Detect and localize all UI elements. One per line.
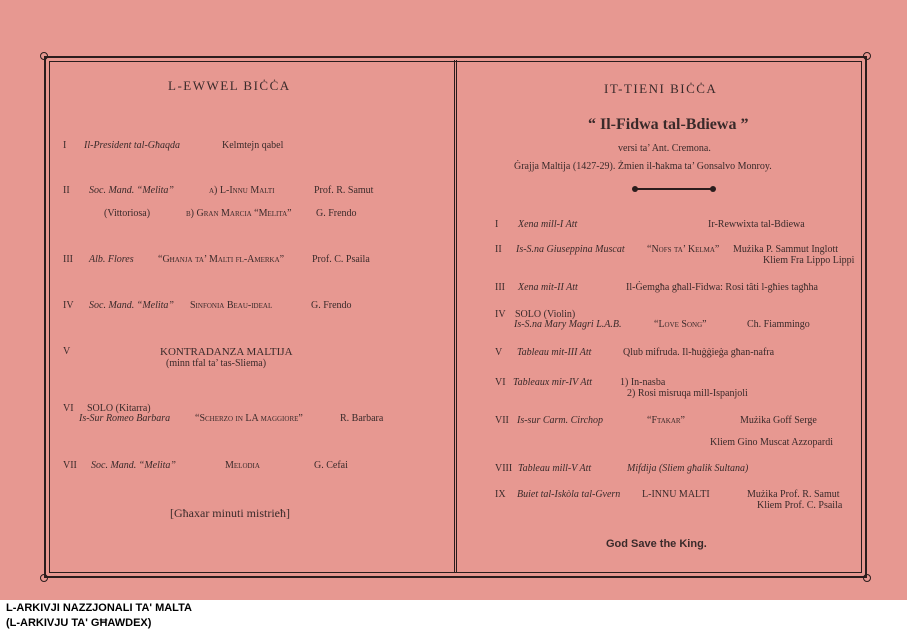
- play-subtitle: Ġrajja Maltija (1427-29). Żmien il-ħakma ta’ Gonsalvo Monroy.: [514, 161, 772, 172]
- performer: Il-President tal-Għaqda: [84, 140, 181, 151]
- credit: Kliem Prof. C. Psaila: [757, 500, 843, 511]
- corner-ornament: [863, 574, 871, 582]
- description: Qlub mifruda. Il-ħuġġieġa għan-nafra: [623, 347, 775, 358]
- interval-note: [Għaxar minuti mistrieħ]: [170, 506, 290, 520]
- corner-ornament: [40, 52, 48, 60]
- item-number: IX: [495, 489, 506, 500]
- performer: Soc. Mand. “Melita”: [89, 300, 174, 311]
- credit: Kliem Fra Lippo Lippi: [763, 255, 855, 266]
- solo-label: SOLO (Violin): [515, 309, 576, 320]
- item-number: III: [63, 254, 73, 265]
- item-number: IV: [495, 309, 506, 320]
- piece: “Scherzo in LA maggiore”: [195, 413, 303, 424]
- piece-note: (minn tfal ta’ tas-Sliema): [166, 358, 267, 369]
- performer: Is-Sur Romeo Barbara: [79, 413, 171, 424]
- piece: Kelmtejn qabel: [222, 140, 284, 151]
- performer: Soc. Mand. “Melita”: [91, 460, 176, 471]
- description: L-INNU MALTI: [642, 489, 710, 500]
- piece: Sinfonia Beau-ideal: [190, 300, 273, 311]
- left-heading: L-EWWEL BIĊĊA: [168, 78, 291, 93]
- act: Tableau mit-III Att: [517, 347, 592, 358]
- composer: R. Barbara: [340, 413, 384, 424]
- composer: Prof. C. Psaila: [312, 254, 370, 265]
- performer: Alb. Flores: [89, 254, 134, 265]
- act: Tableaux mir-IV Att: [513, 377, 593, 388]
- item-number: VI: [495, 377, 506, 388]
- item-number: III: [495, 282, 505, 293]
- description: “Nofs ta’ Kelma”: [647, 244, 720, 255]
- solo-label: SOLO (Kitarra): [87, 403, 151, 414]
- column-divider: [454, 60, 457, 572]
- composer: G. Cefai: [314, 460, 348, 471]
- credit: Mużika P. Sammut Inglott: [733, 244, 838, 255]
- archive-subcaption: (L-ARKIVJU TA' GĦAWDEX): [6, 617, 152, 629]
- item-number: VIII: [495, 463, 513, 474]
- act: Xena mill-I Att: [518, 219, 578, 230]
- item-number: VII: [63, 460, 77, 471]
- composer: Prof. R. Samut: [314, 185, 374, 196]
- performer: Soc. Mand. “Melita”: [89, 185, 174, 196]
- item-number: II: [63, 185, 70, 196]
- act: Tableau mill-V Att: [518, 463, 592, 474]
- ornament-rule: [636, 188, 712, 190]
- archive-caption: L-ARKIVJI NAZZJONALI TA' MALTA: [6, 602, 192, 614]
- item-number: VII: [495, 415, 509, 426]
- item-number: VI: [63, 403, 74, 414]
- credit: Mużika Prof. R. Samut: [747, 489, 840, 500]
- act: Xena mit-II Att: [518, 282, 578, 293]
- description: 1) In-nasba: [620, 377, 666, 388]
- piece: a) L-Innu Malti: [209, 185, 275, 196]
- act: Is-S.na Giuseppina Muscat: [516, 244, 625, 255]
- corner-ornament: [863, 52, 871, 60]
- item-number: V: [63, 346, 71, 357]
- act: Buiet tal-Iskòla tal-Gvern: [517, 489, 621, 500]
- piece: KONTRADANZA MALTIJA: [160, 346, 293, 358]
- locality: (Vittoriosa): [104, 208, 151, 219]
- description: “Ftakar”: [647, 415, 685, 426]
- act: Is-sur Carm. Circhop: [517, 415, 604, 426]
- composer: G. Frendo: [316, 208, 357, 219]
- corner-ornament: [40, 574, 48, 582]
- composer: G. Frendo: [311, 300, 352, 311]
- right-heading: IT-TIENI BIĊĊA: [604, 81, 718, 96]
- item-number: IV: [63, 300, 74, 311]
- credit: Ch. Fiammingo: [747, 319, 810, 330]
- item-number: I: [495, 219, 499, 230]
- credit: Kliem Gino Muscat Azzopardi: [710, 437, 834, 448]
- credit: Mużika Goff Serge: [740, 415, 817, 426]
- play-title: “ Il-Fidwa tal-Bdiewa ”: [588, 116, 749, 133]
- piece: “Għanja ta’ Malti fl-Amerka”: [158, 254, 285, 265]
- piece: Melodia: [225, 460, 260, 471]
- play-author: versi ta’ Ant. Cremona.: [618, 143, 711, 154]
- act: Is-S.na Mary Magri L.A.B.: [514, 319, 622, 330]
- description: 2) Rosi misruqa mill-Ispanjoli: [627, 388, 748, 399]
- description: Mifdija (Sliem għalik Sultana): [627, 463, 749, 474]
- piece: b) Gran Marcia “Melita”: [186, 208, 292, 219]
- description: “Love Song”: [654, 319, 707, 330]
- closing-line: God Save the King.: [606, 538, 707, 550]
- item-number: V: [495, 347, 503, 358]
- description: Ir-Rewwixta tal-Bdiewa: [708, 219, 805, 230]
- item-number: II: [495, 244, 502, 255]
- item-number: I: [63, 140, 67, 151]
- description: Il-Ġemgħa għall-Fidwa: Rosi tâti l-għies tagħha: [626, 282, 818, 293]
